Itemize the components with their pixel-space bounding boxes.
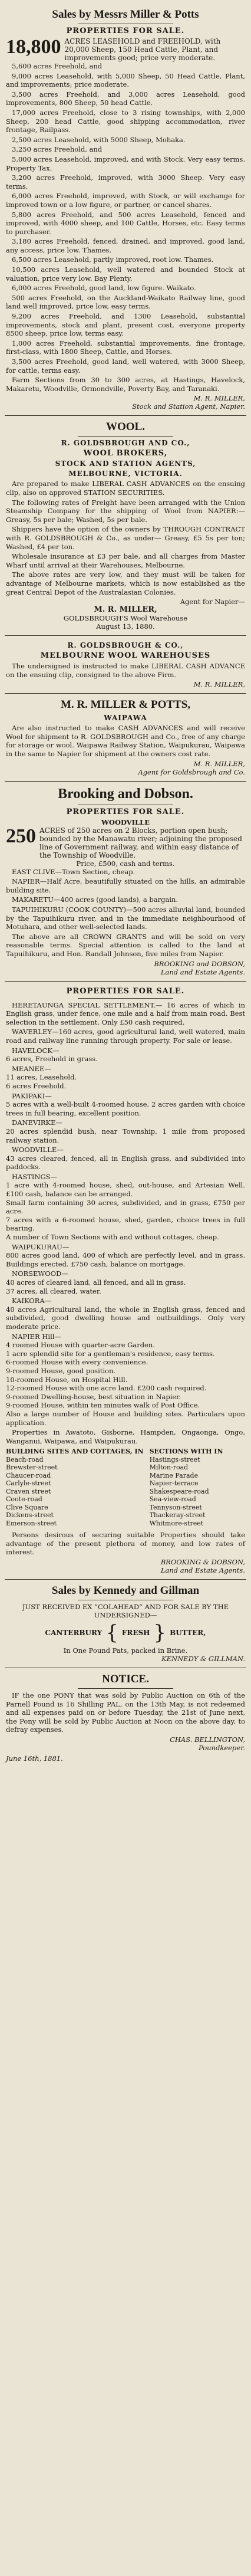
property-listing: 3,500 acres Freehold, and 3,000 acres Leasehold, good improvements, 800 Sheep, 50 head Cattle. bbox=[6, 90, 245, 107]
brace-line2: In One Pound Pats, packed in Brine. bbox=[63, 1646, 188, 1655]
street-item: Tennyson-street bbox=[149, 1503, 202, 1511]
ad-header: WOOL. bbox=[106, 421, 145, 434]
streets-table bbox=[6, 1448, 245, 1527]
paragraph: DANEVIRKE— 20 acres splendid bush, near Township, 1 mile from proposed railway station. bbox=[6, 1118, 245, 1144]
paragraph: Persons desirous of securing suitable Properties should take advantage of the present plethora of money, and low rates of interest. bbox=[6, 1531, 245, 1557]
ad-header: Sales by Messrs Miller & Potts bbox=[52, 8, 199, 21]
property-listing: 500 acres Freehold, on the Auckland-Waikato Railway line, good land well improved, price low, easy terms. bbox=[6, 293, 245, 311]
paragraph: The undersigned is instructed to make LIBERAL CASH ADVANCE on the ensuing clip, consigned to the above Firm. bbox=[6, 662, 245, 679]
paragraph: KAIKORA— 40 acres Agricultural land, the whole in English grass, fenced and subdivided, good dwelling house and outbuildings. Only very moderate price. bbox=[6, 1297, 245, 1331]
newspaper-column bbox=[5, 0, 246, 1773]
place-label: WOODVILLE bbox=[101, 818, 150, 826]
brace-right: BUTTER, bbox=[170, 1629, 206, 1638]
ad-subheader: WAIPAWA bbox=[104, 714, 147, 723]
street-item: Brewster-street bbox=[6, 1463, 58, 1472]
paragraph: Properties in Awatoto, Gisborne, Hampden, Ongaonga, Ongo, Wanganui, Waipawa, and Waipukurau. bbox=[6, 1428, 245, 1445]
paragraph: PAKIPAKI— 5 acres with a well-built 4-roomed house, 2 acres garden with choice trees in full bearing, excellent position. bbox=[6, 1091, 245, 1117]
paragraph: NAPIER—Half Acre, beautifully situated on the hills, an admirable building site. bbox=[6, 877, 245, 894]
firm-role-2: STOCK AND STATION AGENTS, bbox=[55, 460, 196, 468]
paragraph: MEANEE— 11 acres, Leasehold. 6 acres Freehold. bbox=[6, 1064, 77, 1090]
ad-signature: BROOKING & DOBSON, bbox=[160, 1558, 245, 1567]
street-item: Thackeray-street bbox=[149, 1511, 206, 1520]
butter-brace bbox=[6, 1623, 245, 1643]
brace-mid: FRESH bbox=[121, 1629, 150, 1638]
lead-paragraph bbox=[6, 37, 245, 62]
property-listing: 1,000 acres Freehold, substantial improvements, fine frontage, first-class, with 1800 Sheep, Cattle, and Horses. bbox=[6, 339, 245, 356]
street-item: Napier-terrace bbox=[149, 1479, 199, 1488]
ad-signature: M. R. MILLER, bbox=[193, 394, 245, 403]
ad-signature: M. R. MILLER, bbox=[193, 680, 245, 689]
paragraph: The above rates are very low, and they must will be taken for advantage of Melbourne markets, which is now established as the great Central Depot of the Australasian Colonies. bbox=[6, 570, 245, 596]
property-listing: 9,000 acres Leasehold, with 5,000 Sheep, 50 Head Cattle, Plant, and improvements; price moderate. bbox=[6, 71, 245, 89]
miller-potts-ad bbox=[5, 4, 246, 416]
sections-column bbox=[150, 1448, 245, 1527]
paragraph: HAVELOCK— 6 acres, Freehold in grass. bbox=[6, 1046, 98, 1064]
street-item: Clive Square bbox=[6, 1503, 48, 1511]
goldsbrough-ad bbox=[5, 636, 246, 694]
paragraph: HASTINGS— 1 acre with 4-roomed house, shed, out-house, and Artesian Well. £100 cash, balance can be arranged. Small farm containing 30 acres, subdivided, and in grass, £750 per acre. 7 acres with a 6-roomed house, shed, garden, choice trees in full bearing. A number of Town Sections with and without cottages, cheap. bbox=[6, 1172, 245, 1242]
ad-signature-title: Poundkeeper. bbox=[198, 1744, 245, 1753]
property-list bbox=[6, 62, 245, 393]
ad-subheader: PROPERTIES FOR SALE. bbox=[66, 807, 185, 816]
kennedy-gillman-ad bbox=[5, 1580, 246, 1668]
ad-signature: KENNEDY & GILLMAN. bbox=[161, 1655, 245, 1663]
divider bbox=[78, 436, 173, 437]
column-header: SECTIONS WITH IN bbox=[149, 1448, 223, 1456]
street-item: Marine Parade bbox=[149, 1471, 199, 1479]
sections-list bbox=[150, 1456, 245, 1528]
sites-list bbox=[6, 1456, 144, 1528]
agent-date: August 13, 1880. bbox=[96, 622, 155, 631]
property-listing: 5,600 acres Freehold, and bbox=[12, 62, 103, 70]
paragraph: HERETAUNGA SPECIAL SETTLEMENT.— 16 acres of which in English grass, under fence, one mile and a half from main road. Best selection in the settlement. Only £50 cash required. bbox=[6, 1000, 245, 1026]
property-listing: Farm Sections from 30 to 300 acres, at Hastings, Havelock, Makaretu, Woodville, Ormondville, Poverty Bay, and Taranaki. bbox=[6, 376, 245, 393]
ad-header: Sales by Kennedy and Gillman bbox=[51, 1584, 200, 1597]
brace-mark: } bbox=[153, 1621, 167, 1645]
street-item: Emerson-street bbox=[6, 1519, 57, 1527]
street-item: Whitmore-street bbox=[149, 1519, 204, 1527]
divider bbox=[78, 998, 173, 999]
paragraph: Wholesale insurance at £3 per bale, and all charges from Master Wharf until arrival at their Warehouses, Melbourne. bbox=[6, 552, 245, 569]
ad-subheader: PROPERTIES FOR SALE. bbox=[66, 27, 185, 35]
street-item: Coote-road bbox=[6, 1495, 42, 1504]
acreage-number: 18,800 bbox=[6, 36, 61, 58]
ad-header: M. R. MILLER & POTTS, bbox=[60, 698, 191, 711]
property-listing: 3,250 acres Freehold, and bbox=[12, 145, 103, 154]
street-item: Dickens-street bbox=[6, 1511, 54, 1520]
street-item: Sea-view-road bbox=[149, 1495, 196, 1504]
street-item: Hastings-street bbox=[149, 1455, 200, 1463]
paragraph: IF the one PONY that was sold by Public Auction on 6th of the Parnell Pound is 16 Shilling PAL, on the 13th May, is not redeemed and all expenses paid on or before Tuesday, the 21st of June next, the Pony will be sold by Public Auction at Noon on the above day, to defray expenses. bbox=[6, 1691, 245, 1734]
property-listing: 6,000 acres Freehold, good land, low figure. Waikato. bbox=[12, 284, 196, 293]
ad-signature: M. R. MILLER, bbox=[193, 759, 245, 768]
agent-place: GOLDSBROUGH'S Wool Warehouse bbox=[63, 614, 188, 623]
property-listing: 3,500 acres Freehold, good land, well watered, with 3000 Sheep, for cattle, terms easy. bbox=[6, 357, 245, 375]
street-item: Milton-road bbox=[149, 1463, 189, 1472]
intro-line: JUST RECEIVED EX “COLAHEAD” AND FOR SALE BY THE UNDERSIGNED— bbox=[22, 1603, 229, 1620]
ad-subheader: PROPERTIES FOR SALE. bbox=[66, 986, 185, 996]
ad-signature-title: Land and Estate Agents. bbox=[160, 967, 245, 976]
brace-left: CANTERBURY bbox=[45, 1629, 103, 1638]
property-listing: 5,000 acres Leasehold, improved, and with Stock. Very easy terms. Property Tax. bbox=[6, 155, 245, 172]
street-item: Craven street bbox=[6, 1487, 51, 1495]
ad-signature: BROOKING and DOBSON, bbox=[154, 959, 245, 968]
brooking-dobson-ad bbox=[5, 782, 246, 982]
waipawa-ad bbox=[5, 694, 246, 781]
sites-column bbox=[6, 1448, 144, 1527]
property-listing: 3,180 acres Freehold, fenced, drained, and improved, good land, any access, price low. Thames. bbox=[6, 237, 245, 254]
street-item: Shakespeare-road bbox=[149, 1487, 209, 1495]
agent-label: Agent for Napier— bbox=[180, 598, 245, 606]
paragraph: NORSEWOOD— 40 acres of cleared land, all fenced, and all in grass. 37 acres, all cleared, water. bbox=[6, 1269, 186, 1295]
paragraph: Are also instructed to make CASH ADVANCES and will receive Wool for shipment to R. GOLDSBROUGH and Co., free of any charge for storage or wool. Waipawa Railway Station, Waipukurau, Waipawa in the same to Napier for shipment at the owners cost rate. bbox=[6, 724, 245, 759]
property-listing: 6,500 acres Leasehold, partly improved, root low. Thames. bbox=[12, 255, 214, 264]
wool-ad bbox=[5, 416, 246, 636]
paragraph: The above are all CROWN GRANTS and will be sold on very reasonable terms. Special attention is called to the land at Tapuihikuru, and Hon. Randall Johnson, five miles from Napier. bbox=[6, 932, 245, 958]
ad-signature-title: Agent for Goldsbrough and Co. bbox=[138, 767, 245, 776]
lead-text: ACRES of 250 acres on 2 Blocks, portion open bush; bounded by the Manawatu river; adjoining the proposed line of Government railway, and within easy distance of the Township of Woodville. bbox=[39, 826, 242, 859]
lead-paragraph bbox=[6, 826, 245, 859]
price-line: Price, £500, cash and terms. bbox=[76, 859, 175, 868]
paragraph: Shippers have the option of the owners by THROUGH CONTRACT with R. GOLDSBROUGH & Co., as under— Greasy, £5 5s per ton; Washed, £4 per ton. bbox=[6, 525, 245, 551]
property-listing: 2,500 acres Leasehold, with 5000 Sheep, Mohaka. bbox=[12, 135, 186, 144]
street-item: Beach-road bbox=[6, 1455, 44, 1463]
paragraph: WAVERLEY—160 acres, good agricultural land, well watered, main road and railway line running through property. For sale or lease. bbox=[6, 1028, 245, 1045]
lead-text: ACRES LEASEHOLD and FREEHOLD, with 20,000 Sheep, 150 Head Cattle, Plant, and improvements good; price very moderate. bbox=[64, 37, 221, 62]
paragraph: WOODVILLE— 43 acres cleared, fenced, all in English grass, and subdivided into paddocks. bbox=[6, 1146, 245, 1171]
acreage-number: 250 bbox=[6, 825, 36, 847]
firm-role: WOOL BROKERS, bbox=[83, 449, 168, 458]
ad-header: Brooking and Dobson. bbox=[58, 786, 193, 802]
paragraph: The following rates of Freight have been arranged with the Union Steamship Company for the shipping of Wool from NAPIER:— Greasy, 5s per bale; Washed, 5s per bale. bbox=[6, 498, 245, 524]
agent-name: M. R. MILLER, bbox=[94, 605, 157, 615]
notice-date: June 16th, 1881. bbox=[6, 1754, 63, 1763]
property-listing: 9,200 acres Freehold, and 1300 Leasehold, substantial improvements, stock and plant, present cost, everyone property 8500 sheep, price low, terms easy. bbox=[6, 312, 245, 338]
property-listing: 5,800 acres Freehold, and 500 acres Leasehold, fenced and improved, with 4000 sheep, and 100 Cattle, Horses, etc. Easy terms to purchaser. bbox=[6, 210, 245, 236]
firm-location: MELBOURNE, VICTORIA. bbox=[68, 470, 183, 478]
street-item: Chaucer-road bbox=[6, 1471, 51, 1479]
firm-warehouse: MELBOURNE WOOL WAREHOUSES bbox=[40, 651, 211, 661]
paragraph: TAPUIHIKURU (COOK COUNTY)—500 acres alluvial land, bounded by the Tapuihikuru river, and in the immediate neighbourhood of Motuhara, and other well-selected lands. bbox=[6, 905, 245, 931]
paragraph: MAKARETU—400 acres (good lands), a bargain. bbox=[12, 895, 179, 904]
paragraph: NAPIER Hill— 4 roomed House with quarter-acre Garden. 1 acre splendid site for a gentleman's residence, easy terms. 6-roomed House with every convenience. 9-roomed House, good position. 10-roomed House, on Hospital Hill. 12-roomed House with one acre land. £200 cash required. 9-roomed Dwelling-house, best situation in Napier. 9-roomed House, within ten minutes walk of Post Office. Also a large number of House and building sites. Particulars upon application. bbox=[6, 1332, 245, 1427]
property-listing: 3,200 acres Freehold, improved, with 3000 Sheep. Very easy terms. bbox=[6, 173, 245, 191]
property-listing: 17,000 acres Freehold, close to 3 rising townships, with 2,000 Sheep, 200 head Cattle, good shipping accommodation, river frontage, Railpass. bbox=[6, 108, 245, 134]
street-item: Carlyle-street bbox=[6, 1479, 51, 1488]
ad-signature-title: Stock and Station Agent, Napier. bbox=[132, 402, 245, 411]
ad-header: NOTICE. bbox=[102, 1673, 149, 1686]
paragraph: EAST CLIVE—Town Section, cheap. bbox=[12, 867, 136, 876]
properties-ad bbox=[5, 982, 246, 1580]
firm-name: R. GOLDSBROUGH AND CO., bbox=[61, 439, 190, 448]
ad-signature: CHAS. BELLINGTON, bbox=[170, 1735, 245, 1744]
paragraph: Are prepared to make LIBERAL CASH ADVANCES on the ensuing clip, also on approved STATION SECURITIES. bbox=[6, 480, 245, 497]
property-listing: 10,500 acres Leasehold, well watered and bounded Stock at valuation, price very low. Bay Plenty. bbox=[6, 265, 245, 283]
notice-ad bbox=[5, 1668, 246, 1767]
firm-name: R. GOLDSBROUGH & CO., bbox=[67, 641, 184, 650]
divider bbox=[78, 1688, 173, 1689]
brace-mark: { bbox=[105, 1621, 118, 1645]
column-header: BUILDING SITES AND COTTAGES, IN bbox=[6, 1448, 144, 1456]
ad-signature-title: Land and Estate Agents. bbox=[160, 1566, 245, 1575]
property-listing: 6,000 acres Freehold, improved, with Stock, or will exchange for improved town or a low figure, or partner, or cancel shares. bbox=[6, 192, 245, 209]
paragraph: WAIPUKURAU— 800 acres good land, 400 of which are perfectly level, and in grass. Buildings erected. £750 cash, balance on mortgage. bbox=[6, 1242, 245, 1268]
